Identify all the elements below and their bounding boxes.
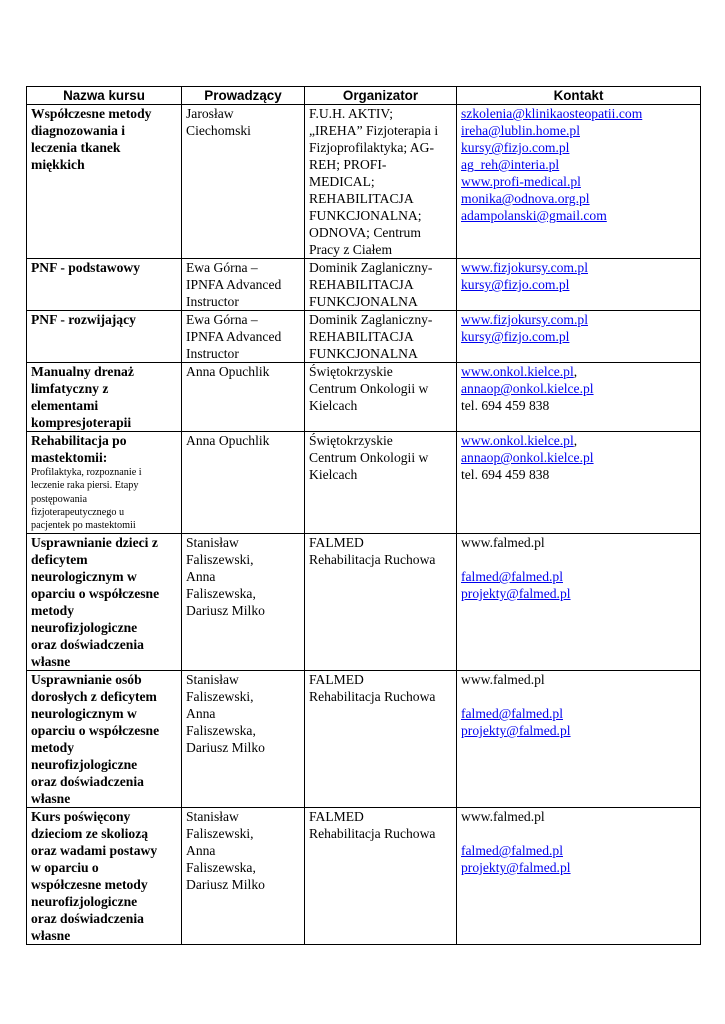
- contact-cell: [457, 671, 701, 808]
- organizer-line: Dominik Zaglaniczny-: [309, 312, 433, 327]
- website-text: www.falmed.pl: [461, 809, 545, 824]
- contact-line: [461, 449, 698, 466]
- organizer-cell: [305, 671, 457, 808]
- course-name-line: neurofizjologiczne: [31, 620, 138, 635]
- organizer-line: Kielcach: [309, 398, 358, 413]
- instructor-line: Faliszewska,: [186, 586, 256, 601]
- organizer-line: Dominik Zaglaniczny-: [309, 260, 433, 275]
- contact-spacer: [461, 551, 698, 568]
- contact-cell: [457, 105, 701, 259]
- website-text: www.falmed.pl: [461, 672, 545, 687]
- instructor-line: Dariusz Milko: [186, 877, 265, 892]
- contact-spacer: [461, 688, 698, 705]
- course-name-line: metody: [31, 603, 75, 618]
- organizer-line: FALMED: [309, 535, 364, 550]
- instructor-cell: [182, 808, 305, 945]
- table-row: [27, 259, 701, 311]
- contact-line: [461, 466, 698, 483]
- instructor-cell: [182, 363, 305, 432]
- instructor-cell: [182, 534, 305, 671]
- course-name-line: neurologicznym w: [31, 706, 137, 721]
- course-name-line: Usprawnianie osób: [31, 672, 142, 687]
- contact-line: [461, 859, 698, 876]
- header-organizer: Organizator: [305, 87, 457, 105]
- course-name-line: oparciu o współczesne: [31, 723, 160, 738]
- organizer-line: REHABILITACJA: [309, 277, 414, 292]
- contact-line: [461, 207, 698, 224]
- organizer-line: Kielcach: [309, 467, 358, 482]
- instructor-line: Anna Opuchlik: [186, 433, 270, 448]
- course-name-line: PNF - rozwijający: [31, 312, 136, 327]
- instructor-line: Faliszewski,: [186, 552, 254, 567]
- course-name-line: własne: [31, 791, 71, 806]
- course-name-line: neurofizjologiczne: [31, 894, 138, 909]
- phone-text: tel. 694 459 838: [461, 467, 550, 482]
- course-name-line: kompresjoterapii: [31, 415, 132, 430]
- organizer-line: ODNOVA; Centrum: [309, 225, 421, 240]
- table-header-row: [27, 87, 701, 105]
- course-name-line: diagnozowania i: [31, 123, 126, 138]
- organizer-line: Fizjoprofilaktyka; AG-: [309, 140, 434, 155]
- website-text: www.falmed.pl: [461, 535, 545, 550]
- course-description-line: postępowania: [31, 493, 88, 505]
- course-name-cell: [27, 311, 182, 363]
- course-name-cell: [27, 105, 182, 259]
- email-link[interactable]: falmed@falmed.pl: [461, 843, 563, 858]
- organizer-line: Rehabilitacja Ruchowa: [309, 826, 436, 841]
- course-name-cell: [27, 432, 182, 534]
- contact-line: [461, 190, 698, 207]
- instructor-cell: [182, 259, 305, 311]
- contact-line: [461, 276, 698, 293]
- email-link[interactable]: annaop@onkol.kielce.pl: [461, 381, 594, 396]
- course-name-line: własne: [31, 928, 71, 943]
- instructor-line: Ewa Górna –: [186, 260, 258, 275]
- contact-spacer: [461, 825, 698, 842]
- course-name-line: oraz doświadczenia: [31, 637, 144, 652]
- email-link[interactable]: ag_reh@interia.pl: [461, 157, 560, 172]
- email-link[interactable]: falmed@falmed.pl: [461, 569, 563, 584]
- organizer-line: REHABILITACJA: [309, 329, 414, 344]
- contact-cell: [457, 432, 701, 534]
- organizer-line: Świętokrzyskie: [309, 433, 393, 448]
- instructor-line: Ewa Górna –: [186, 312, 258, 327]
- courses-table: [26, 86, 701, 945]
- organizer-line: REHABILITACJA: [309, 191, 414, 206]
- organizer-line: FUNKCJONALNA: [309, 346, 418, 361]
- contact-line: [461, 363, 698, 380]
- contact-cell: [457, 363, 701, 432]
- course-name-line: Rehabilitacja po: [31, 433, 127, 448]
- course-name-line: dorosłych z deficytem: [31, 689, 157, 704]
- contact-cell: [457, 259, 701, 311]
- organizer-line: F.U.H. AKTIV;: [309, 106, 393, 121]
- contact-line: [461, 808, 698, 825]
- email-link[interactable]: kursy@fizjo.com.pl: [461, 329, 570, 344]
- organizer-cell: [305, 432, 457, 534]
- instructor-line: Instructor: [186, 346, 239, 361]
- organizer-line: Centrum Onkologii w: [309, 450, 429, 465]
- email-link[interactable]: adampolanski@gmail.com: [461, 208, 607, 223]
- course-name-line: PNF - podstawowy: [31, 260, 141, 275]
- table-row: [27, 363, 701, 432]
- email-link[interactable]: falmed@falmed.pl: [461, 706, 563, 721]
- email-link[interactable]: ireha@lublin.home.pl: [461, 123, 580, 138]
- contact-line: [461, 259, 698, 276]
- organizer-line: MEDICAL;: [309, 174, 375, 189]
- instructor-line: Stanisław: [186, 535, 239, 550]
- phone-text: tel. 694 459 838: [461, 398, 550, 413]
- table-row: [27, 105, 701, 259]
- organizer-cell: [305, 311, 457, 363]
- course-name-line: leczenia tkanek: [31, 140, 121, 155]
- instructor-line: IPNFA Advanced: [186, 277, 282, 292]
- instructor-line: Stanisław: [186, 672, 239, 687]
- course-name-line: oraz doświadczenia: [31, 911, 144, 926]
- course-description-line: Profilaktyka, rozpoznanie i: [31, 467, 142, 478]
- contact-line: [461, 311, 698, 328]
- course-name-line: neurologicznym w: [31, 569, 137, 584]
- instructor-line: Faliszewski,: [186, 826, 254, 841]
- course-name-cell: [27, 534, 182, 671]
- organizer-line: FUNKCJONALNA;: [309, 208, 422, 223]
- contact-cell: [457, 311, 701, 363]
- instructor-line: Ciechomski: [186, 123, 251, 138]
- table-row: [27, 311, 701, 363]
- header-instructor: Prowadzący: [182, 87, 305, 105]
- course-name-line: Manualny drenaż: [31, 364, 134, 379]
- course-name-line: współczesne metody: [31, 877, 148, 892]
- instructor-cell: [182, 105, 305, 259]
- course-name-line: oraz wadami postawy: [31, 843, 158, 858]
- course-name-cell: [27, 363, 182, 432]
- instructor-line: Faliszewska,: [186, 860, 256, 875]
- course-description-line: leczenie raka piersi. Etapy: [31, 480, 139, 492]
- table-row: [27, 671, 701, 808]
- instructor-cell: [182, 311, 305, 363]
- instructor-line: Dariusz Milko: [186, 603, 265, 618]
- contact-line: [461, 156, 698, 173]
- contact-line: [461, 671, 698, 688]
- email-link[interactable]: projekty@falmed.pl: [461, 586, 571, 601]
- course-name-cell: [27, 259, 182, 311]
- contact-line: [461, 139, 698, 156]
- organizer-cell: [305, 363, 457, 432]
- organizer-line: FUNKCJONALNA: [309, 294, 418, 309]
- instructor-line: IPNFA Advanced: [186, 329, 282, 344]
- contact-separator: ,: [573, 364, 578, 379]
- course-rows: [27, 105, 701, 945]
- header-course-name: Nazwa kursu: [27, 87, 182, 105]
- table-row: [27, 808, 701, 945]
- organizer-line: „IREHA” Fizjoterapia i: [309, 123, 439, 138]
- organizer-line: Rehabilitacja Ruchowa: [309, 552, 436, 567]
- contact-line: [461, 568, 698, 585]
- email-link[interactable]: annaop@onkol.kielce.pl: [461, 450, 594, 465]
- contact-line: [461, 705, 698, 722]
- contact-line: [461, 397, 698, 414]
- instructor-line: Anna: [186, 706, 216, 721]
- course-name-cell: [27, 808, 182, 945]
- course-name-line: miękkich: [31, 157, 85, 172]
- contact-line: [461, 585, 698, 602]
- email-link[interactable]: projekty@falmed.pl: [461, 860, 571, 875]
- course-name-line: neurofizjologiczne: [31, 757, 138, 772]
- website-link[interactable]: www.onkol.kielce.pl: [461, 433, 574, 448]
- course-name-line: Usprawnianie dzieci z: [31, 535, 158, 550]
- course-name-line: w oparciu o: [31, 860, 99, 875]
- instructor-line: Dariusz Milko: [186, 740, 265, 755]
- contact-line: [461, 105, 698, 122]
- course-name-line: oparciu o współczesne: [31, 586, 160, 601]
- instructor-line: Faliszewska,: [186, 723, 256, 738]
- organizer-line: Rehabilitacja Ruchowa: [309, 689, 436, 704]
- instructor-line: Anna: [186, 569, 216, 584]
- course-description-line: fizjoterapeutycznego u: [31, 506, 125, 518]
- contact-line: [461, 534, 698, 551]
- course-name-line: deficytem: [31, 552, 88, 567]
- course-name-line: metody: [31, 740, 75, 755]
- course-name-line: własne: [31, 654, 71, 669]
- instructor-line: Anna Opuchlik: [186, 364, 270, 379]
- contact-line: [461, 842, 698, 859]
- table-row: [27, 534, 701, 671]
- instructor-line: Instructor: [186, 294, 239, 309]
- email-link[interactable]: kursy@fizjo.com.pl: [461, 140, 570, 155]
- contact-line: [461, 173, 698, 190]
- instructor-line: Stanisław: [186, 809, 239, 824]
- website-link[interactable]: www.profi-medical.pl: [461, 174, 581, 189]
- course-name-line: elementami: [31, 398, 99, 413]
- organizer-line: FALMED: [309, 672, 364, 687]
- organizer-cell: [305, 808, 457, 945]
- contact-cell: [457, 808, 701, 945]
- email-link[interactable]: kursy@fizjo.com.pl: [461, 277, 570, 292]
- email-link[interactable]: projekty@falmed.pl: [461, 723, 571, 738]
- organizer-line: Pracy z Ciałem: [309, 242, 393, 257]
- course-name-line: oraz doświadczenia: [31, 774, 144, 789]
- contact-line: [461, 328, 698, 345]
- course-name-line: Kurs poświęcony: [31, 809, 131, 824]
- course-name-line: limfatyczny z: [31, 381, 109, 396]
- instructor-line: Faliszewski,: [186, 689, 254, 704]
- contact-line: [461, 122, 698, 139]
- organizer-line: REH; PROFI-: [309, 157, 387, 172]
- header-contact: Kontakt: [457, 87, 701, 105]
- contact-line: [461, 380, 698, 397]
- instructor-cell: [182, 671, 305, 808]
- contact-cell: [457, 534, 701, 671]
- course-name-cell: [27, 671, 182, 808]
- course-name-line: Współczesne metody: [31, 106, 152, 121]
- website-link[interactable]: www.fizjokursy.com.pl: [461, 312, 588, 327]
- organizer-line: Świętokrzyskie: [309, 364, 393, 379]
- instructor-cell: [182, 432, 305, 534]
- organizer-cell: [305, 534, 457, 671]
- contact-line: [461, 432, 698, 449]
- table-row: [27, 432, 701, 534]
- organizer-line: Centrum Onkologii w: [309, 381, 429, 396]
- email-link[interactable]: monika@odnova.org.pl: [461, 191, 590, 206]
- instructor-line: Anna: [186, 843, 216, 858]
- course-name-line: dzieciom ze skoliozą: [31, 826, 149, 841]
- contact-line: [461, 722, 698, 739]
- contact-separator: ,: [573, 433, 578, 448]
- website-link[interactable]: www.onkol.kielce.pl: [461, 364, 574, 379]
- organizer-cell: [305, 105, 457, 259]
- course-name-line: mastektomii:: [31, 450, 108, 465]
- organizer-line: FALMED: [309, 809, 364, 824]
- website-link[interactable]: www.fizjokursy.com.pl: [461, 260, 588, 275]
- email-link[interactable]: szkolenia@klinikaosteopatii.com: [461, 106, 643, 121]
- instructor-line: Jarosław: [186, 106, 234, 121]
- organizer-cell: [305, 259, 457, 311]
- course-description-line: pacjentek po mastektomii: [31, 520, 136, 532]
